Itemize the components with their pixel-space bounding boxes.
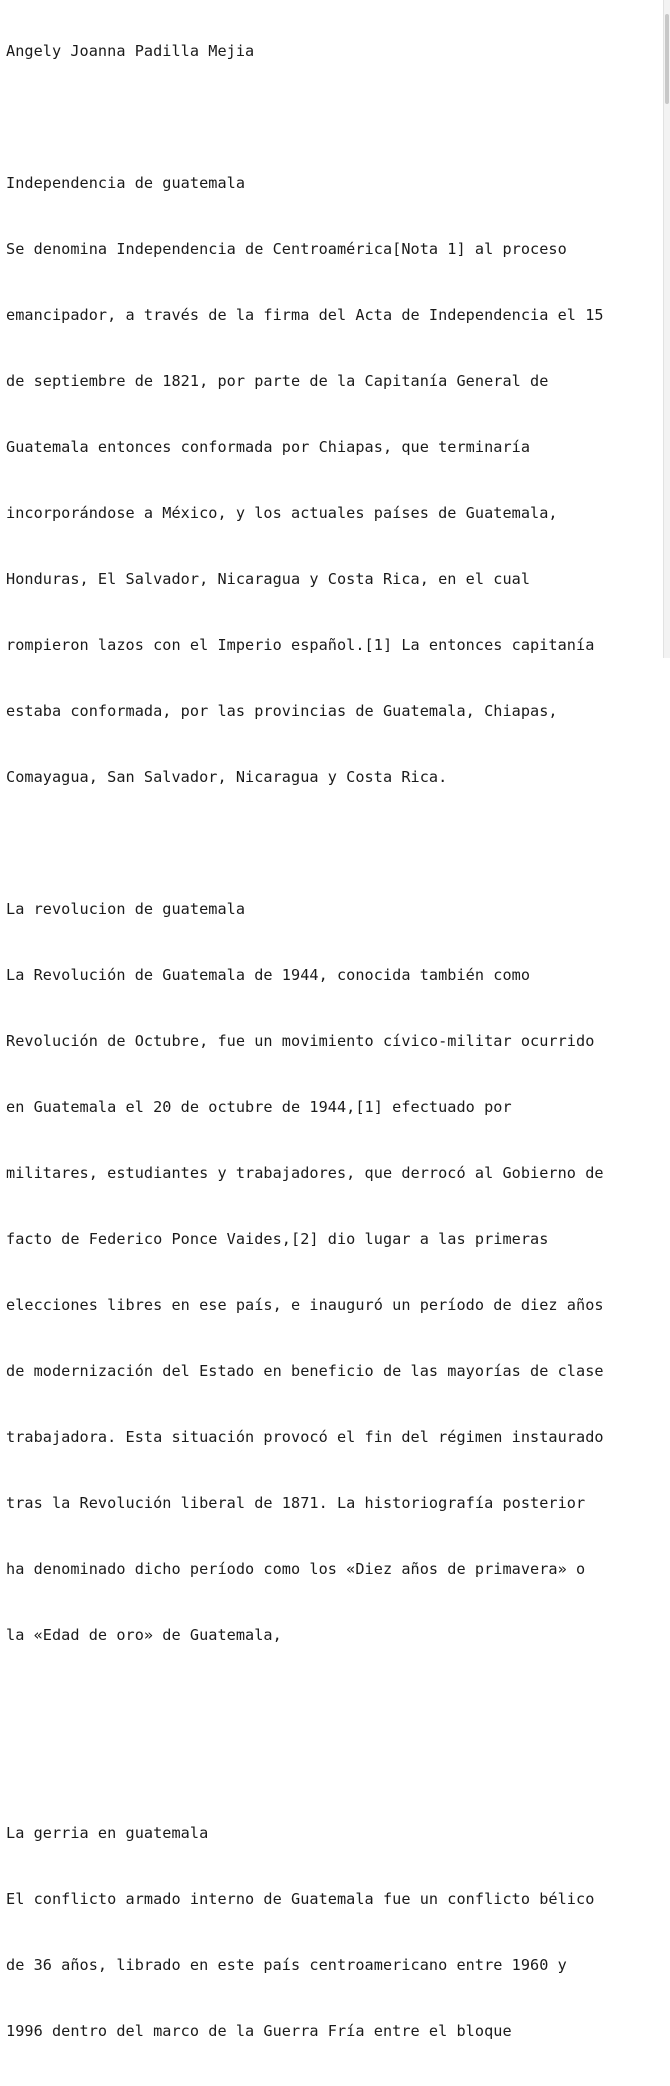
text-line: Guatemala entonces conformada por Chiapas, que terminaría: [6, 438, 531, 456]
text-line: en Guatemala el 20 de octubre de 1944,[1] efectuado por: [6, 1098, 512, 1116]
text-line: Revolución de Octubre, fue un movimiento cívico-militar ocurrido: [6, 1032, 595, 1050]
blank-line: [6, 1756, 656, 1778]
text-line: la «Edad de oro» de Guatemala,: [6, 1626, 282, 1644]
section-heading-independencia: Independencia de guatemala: [6, 174, 246, 192]
text-line: tras la Revolución liberal de 1871. La historiografía posterior: [6, 1494, 586, 1512]
text-line: La Revolución de Guatemala de 1944, conocida también como: [6, 966, 531, 984]
text-line: de modernización del Estado en beneficio de las mayorías de clase: [6, 1362, 604, 1380]
section-heading-revolucion: La revolucion de guatemala: [6, 900, 246, 918]
text-line: 1996 dentro del marco de la Guerra Fría entre el bloque: [6, 2022, 512, 2040]
blank-line: [6, 832, 656, 854]
text-line: estaba conformada, por las provincias de Guatemala, Chiapas,: [6, 702, 558, 720]
text-line: El conflicto armado interno de Guatemala fue un conflicto bélico: [6, 1890, 595, 1908]
text-line: emancipador, a través de la firma del Acta de Independencia el 15: [6, 306, 604, 324]
blank-line: [6, 106, 656, 128]
text-line: de septiembre de 1821, por parte de la Capitanía General de: [6, 372, 549, 390]
text-line: de 36 años, librado en este país centroamericano entre 1960 y: [6, 1956, 567, 1974]
text-line: Se denomina Independencia de Centroamérica[Nota 1] al proceso: [6, 240, 567, 258]
text-line: facto de Federico Ponce Vaides,[2] dio lugar a las primeras: [6, 1230, 549, 1248]
text-line: trabajadora. Esta situación provocó el fin del régimen instaurado: [6, 1428, 604, 1446]
vertical-scrollbar[interactable]: [663, 0, 670, 658]
scrollbar-thumb[interactable]: [665, 14, 669, 104]
section-heading-guerra: La gerria en guatemala: [6, 1824, 209, 1842]
author-line: Angely Joanna Padilla Mejia: [6, 42, 255, 60]
text-line: incorporándose a México, y los actuales países de Guatemala,: [6, 504, 558, 522]
text-line: ha denominado dicho período como los «Diez años de primavera» o: [6, 1560, 586, 1578]
text-line: elecciones libres en ese país, e inauguró un período de diez años: [6, 1296, 604, 1314]
text-line: rompieron lazos con el Imperio español.[1] La entonces capitanía: [6, 636, 595, 654]
blank-line: [6, 1690, 656, 1712]
document-text[interactable]: [6, 0, 656, 2086]
text-line: Comayagua, San Salvador, Nicaragua y Costa Rica.: [6, 768, 448, 786]
text-line: militares, estudiantes y trabajadores, que derrocó al Gobierno de: [6, 1164, 604, 1182]
text-line: Honduras, El Salvador, Nicaragua y Costa Rica, en el cual: [6, 570, 531, 588]
